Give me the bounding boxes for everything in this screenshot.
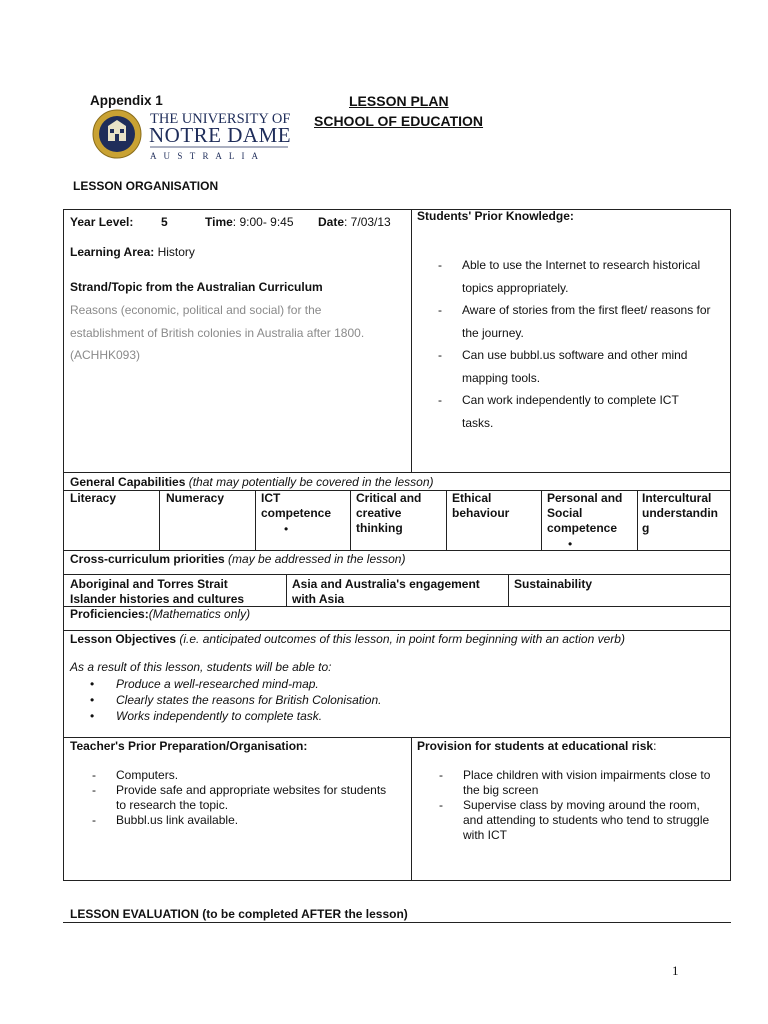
list-item: - Provide safe and appropriate websites for students to research the topic. — [92, 783, 386, 813]
prior-knowledge-label: Students' Prior Knowledge: — [417, 209, 574, 223]
year-level-value: 5 — [161, 215, 168, 229]
capability-personal: Personal and Social competence — [547, 491, 623, 535]
crest-icon — [92, 108, 292, 162]
list-item: - Able to use the Internet to research historical topics appropriately. — [438, 254, 711, 299]
preparation-label: Teacher's Prior Preparation/Organisation: — [70, 739, 308, 753]
priority-aboriginal: Aboriginal and Torres Strait Islander histories and cultures — [70, 577, 245, 606]
school-title: SCHOOL OF EDUCATION — [314, 113, 484, 129]
capability-numeracy: Numeracy — [166, 491, 225, 505]
date-label: Date — [318, 215, 345, 229]
proficiencies-label: Proficiencies: — [70, 607, 149, 621]
list-item: - Supervise class by moving around the room, and attending to students who tend to struggle with ICT — [439, 798, 710, 843]
capability-critical: Critical and creative thinking — [356, 491, 422, 535]
preparation-list — [92, 768, 386, 828]
cross-curriculum-note: (may be addressed in the lesson) — [224, 552, 406, 566]
capability-ict-bullet: • — [284, 522, 289, 536]
page-title: LESSON PLAN — [349, 93, 449, 109]
capability-intercultural: Intercultural understandin g — [642, 491, 719, 535]
list-item: • Produce a well-researched mind-map. — [90, 676, 381, 692]
priority-asia: Asia and Australia's engagement with Asia — [292, 577, 480, 606]
time-label: Time — [205, 215, 233, 229]
capability-ethical: Ethical behaviour — [452, 491, 510, 520]
list-item: - Bubbl.us link available. — [92, 813, 386, 828]
provision-colon: : — [653, 739, 657, 753]
list-item: - Can work independently to complete ICT tasks. — [438, 389, 711, 434]
page-number: 1 — [672, 963, 679, 978]
appendix-label: Appendix 1 — [90, 93, 163, 108]
list-item: • Clearly states the reasons for British Colonisation. — [90, 692, 381, 708]
capability-personal-bullet: • — [568, 537, 573, 551]
prior-knowledge-list — [438, 254, 711, 434]
year-level-label: Year Level: — [70, 215, 134, 229]
date-value: : 7/03/13 — [344, 215, 391, 229]
time-value: : 9:00- 9:45 — [232, 215, 294, 229]
university-logo — [92, 108, 292, 162]
logo-line3: A U S T R A L I A — [150, 151, 261, 161]
objectives-intro: As a result of this lesson, students will be able to: — [70, 660, 332, 674]
section-heading: LESSON ORGANISATION — [73, 179, 219, 193]
logo-line2: NOTRE DAME — [149, 123, 292, 147]
provision-list — [439, 768, 710, 843]
priority-sustainability: Sustainability — [514, 577, 593, 591]
list-item: - Computers. — [92, 768, 386, 783]
list-item: - Place children with vision impairments close to the big screen — [439, 768, 710, 798]
capability-ict: ICT competence — [261, 491, 332, 520]
divider — [63, 922, 731, 923]
evaluation-heading: LESSON EVALUATION (to be completed AFTER the lesson) — [70, 907, 408, 921]
objectives-label: Lesson Objectives — [70, 632, 177, 646]
cross-curriculum-label: Cross-curriculum priorities — [70, 552, 225, 566]
capability-literacy: Literacy — [70, 491, 117, 505]
general-capabilities-note: (that may potentially be covered in the lesson) — [185, 475, 434, 489]
learning-area-label: Learning Area: — [70, 245, 155, 259]
list-item: • Works independently to complete task. — [90, 708, 381, 724]
objectives-note: (i.e. anticipated outcomes of this lesson, in point form beginning with an action verb) — [176, 632, 625, 646]
list-item: - Can use bubbl.us software and other mind mapping tools. — [438, 344, 711, 389]
objectives-list — [90, 676, 381, 724]
list-item: - Aware of stories from the first fleet/ reasons for the journey. — [438, 299, 711, 344]
strand-line1: Reasons (economic, political and social) for the — [70, 303, 322, 317]
learning-area-value: History — [154, 245, 195, 259]
logo-line1: THE UNIVERSITY OF — [150, 111, 291, 127]
provision-label: Provision for students at educational risk — [417, 739, 654, 753]
strand-line2: establishment of British colonies in Australia after 1800. — [70, 326, 365, 340]
proficiencies-note: (Mathematics only) — [148, 607, 251, 621]
general-capabilities-label: General Capabilities — [70, 475, 186, 489]
strand-label: Strand/Topic from the Australian Curriculum — [70, 280, 323, 294]
strand-code: (ACHHK093) — [70, 348, 141, 362]
